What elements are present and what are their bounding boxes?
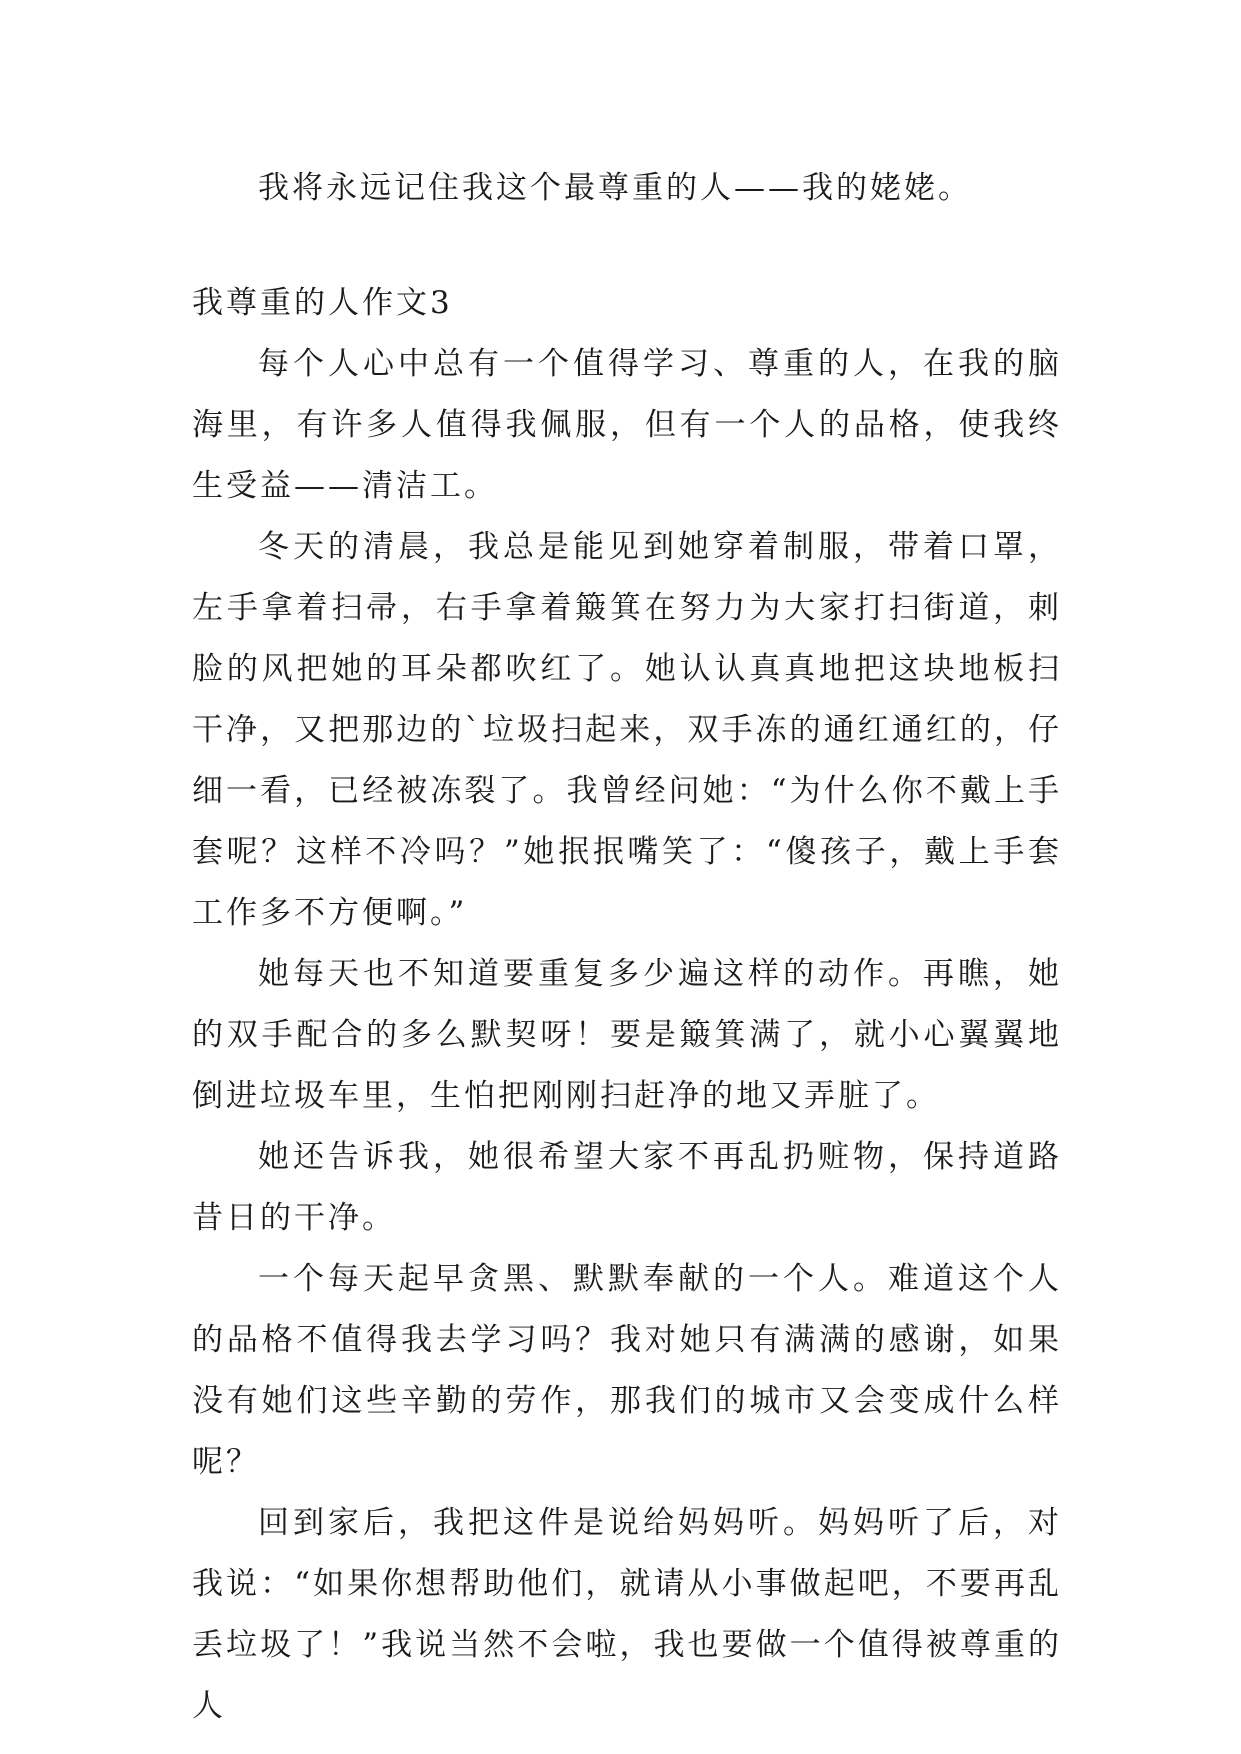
paragraph: 一个每天起早贪黑、默默奉献的一个人。难道这个人的品格不值得我去学习吗？我对她只有满满的感谢，如果没有她们这些辛勤的劳作，那我们的城市又会变成什么样呢？ [192, 1261, 1062, 1480]
paragraph: 她还告诉我，她很希望大家不再乱扔赃物，保持道路昔日的干净。 [192, 1139, 1062, 1236]
document-page [192, 158, 1062, 1737]
paragraph: 冬天的清晨，我总是能见到她穿着制服，带着口罩，左手拿着扫帚，右手拿着簸箕在努力为大家打扫街道，刺脸的风把她的耳朵都吹红了。她认认真真地把这块地板扫干净，又把那边的`垃圾扫起来，双手冻的通红通红的，仔细一看，已经被冻裂了。我曾经问她：“为什么你不戴上手套呢？这样不冷吗？”她抿抿嘴笑了：“傻孩子，戴上手套工作多不方便啊。” [192, 529, 1062, 931]
closing-line: 我将永远记住我这个最尊重的人——我的姥姥。 [258, 170, 972, 206]
paragraph: 她每天也不知道要重复多少遍这样的动作。再瞧，她的双手配合的多么默契呀！要是簸箕满了，就小心翼翼地倒进垃圾车里，生怕把刚刚扫赶净的地又弄脏了。 [192, 956, 1062, 1114]
section-title: 我尊重的人作文3 [192, 285, 453, 321]
paragraph: 每个人心中总有一个值得学习、尊重的人，在我的脑海里，有许多人值得我佩服，但有一个人的品格，使我终生受益——清洁工。 [192, 346, 1062, 504]
paragraph: 回到家后，我把这件是说给妈妈听。妈妈听了后，对我说：“如果你想帮助他们，就请从小事做起吧，不要再乱丢垃圾了！”我说当然不会啦，我也要做一个值得被尊重的人 [192, 1505, 1062, 1724]
